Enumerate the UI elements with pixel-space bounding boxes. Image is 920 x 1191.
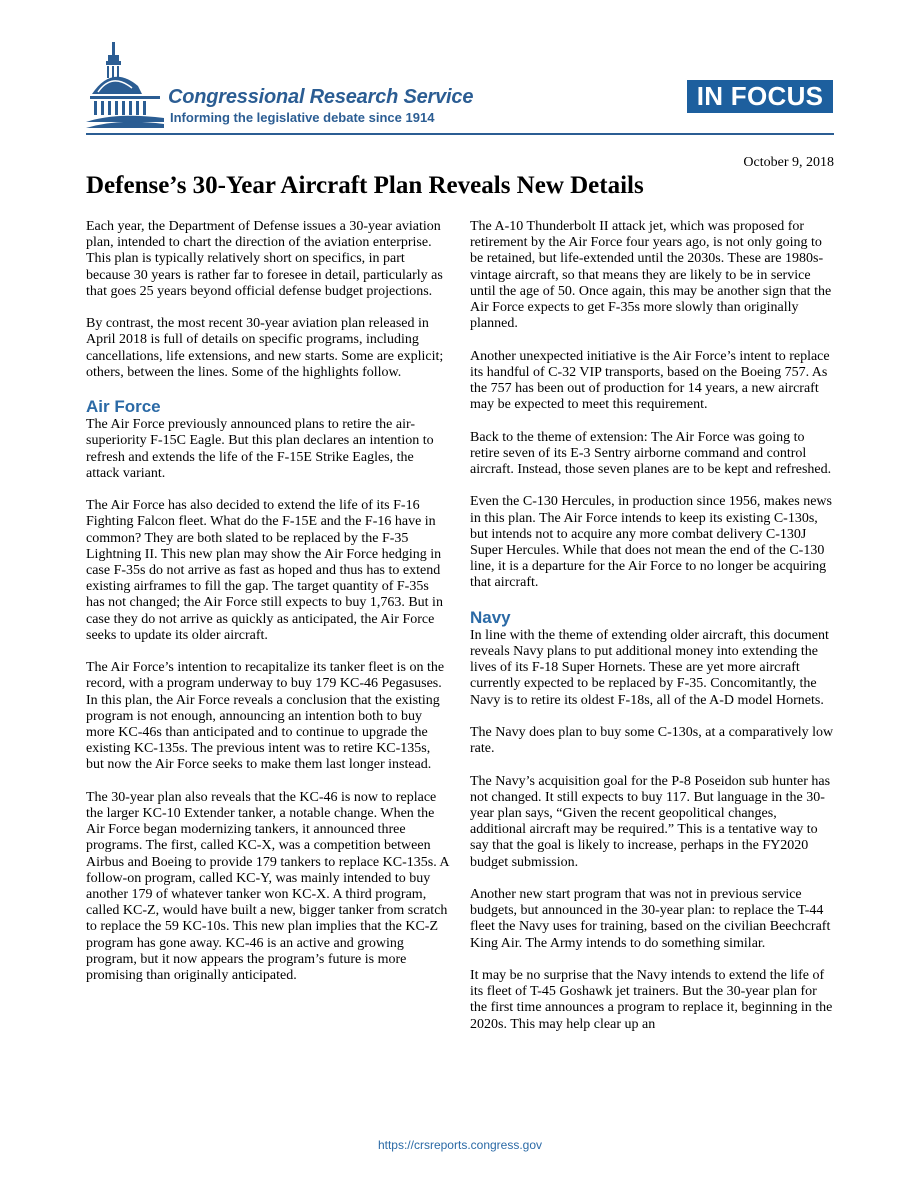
paragraph: The Air Force has also decided to extend the life of its F-16 Fighting Falcon fleet. What do the F-15E and the F-16 have in common? They are both slated to be replaced by the F-35 Lightning II. This new plan may show the Air Force hedging in case F-35s do not arrive as fast as hoped and thus has to extend existing airframes to fill the gap. The target quantity of F-35s has not changed; the Air Force still expects to buy 1,763. But in case they do not arrive as quickly as anticipated, the Air Force seeks to update its older aircraft. bbox=[86, 498, 443, 643]
paragraph: Each year, the Department of Defense issues a 30-year aviation plan, intended to chart the direction of the aviation enterprise. This plan is typically relatively short on specifics, in part because 30 years is rather far to foresee in detail, particularly as that goes 25 years beyond official defense budget projections. bbox=[86, 219, 443, 299]
paragraph: The Navy’s acquisition goal for the P-8 Poseidon sub hunter has not changed. It still expects to buy 117. But language in the 30-year plan says, “Given the recent geopolitical changes, additional aircraft may be required.” This is a tentative way to say that the goal is likely to increase, perhaps in the FY2020 budget submission. bbox=[470, 773, 831, 870]
paragraph: The 30-year plan also reveals that the KC-46 is now to replace the larger KC-10 Extender tanker, a notable change. When the Air Force began modernizing tankers, it announced three programs. The first, called KC-X, was a competition between Airbus and Boeing to provide 179 tankers to replace KC-135s. A follow-on program, called KC-Y, was mainly intended to buy another 179 of whatever tanker won KC-X. A third program, called KC-Z, would have built a new, bigger tanker from scratch to replace the 59 KC-10s. This new plan implies that the KC-Z program has gone away. KC-46 is an active and growing program, but it now appears the program’s future is more promising than originally anticipated. bbox=[86, 789, 449, 984]
paragraph: It may be no surprise that the Navy intends to extend the life of its fleet of T-45 Goshawk jet trainers. But the 30-year plan for the first time announces a program to replace it, beginning in the 2020s. This may help clear up an bbox=[470, 968, 833, 1032]
right-column bbox=[470, 219, 834, 1049]
paragraph: Back to the theme of extension: The Air Force was going to retire seven of its E-3 Sentry airborne command and control aircraft. Instead, those seven planes are to be kept and refreshed. bbox=[470, 429, 832, 478]
paragraph: By contrast, the most recent 30-year aviation plan released in April 2018 is full of details on specific programs, including cancellations, life extensions, and new starts. Some are explicit; others, between the lines. Some of the highlights follow. bbox=[86, 316, 444, 380]
left-column bbox=[86, 219, 450, 1000]
org-tagline: Informing the legislative debate since 1914 bbox=[170, 110, 435, 125]
paragraph: The Air Force previously announced plans to retire the air-superiority F-15C Eagle. But this plan declares an intention to refresh and extends the life of the F-15E Strike Eagles, the attack variant. bbox=[86, 417, 434, 481]
paragraph: The Navy does plan to buy some C-130s, at a comparatively low rate. bbox=[470, 725, 834, 757]
org-name: Congressional Research Service bbox=[168, 86, 474, 108]
in-focus-badge: IN FOCUS bbox=[687, 80, 833, 113]
section-heading-air-force: Air Force bbox=[86, 397, 161, 417]
header-divider bbox=[86, 133, 834, 135]
page-title: Defense’s 30-Year Aircraft Plan Reveals New Details bbox=[86, 172, 644, 199]
publication-date: October 9, 2018 bbox=[743, 155, 834, 170]
paragraph: Another unexpected initiative is the Air Force’s intent to replace its handful of C-32 VIP transports, based on the Boeing 757. As the 757 has been out of production for 14 years, a new aircraft may be expected to meet this requirement. bbox=[470, 348, 830, 413]
capitol-dome-logo-icon bbox=[86, 42, 166, 130]
section-heading-navy: Navy bbox=[470, 607, 511, 627]
paragraph: The Air Force’s intention to recapitalize its tanker fleet is on the record, with a program underway to buy 179 KC-46 Pegasuses. In this plan, the Air Force reveals a conclusion that the existing program is not enough, announcing an intention both to buy more KC-46s than anticipated and to continue to upgrade the existing KC-135s. The previous intent was to retire KC-135s, but now the Air Force seeks to make them last longer instead. bbox=[86, 660, 445, 773]
footer-url-link[interactable]: https://crsreports.congress.gov bbox=[377, 1138, 543, 1152]
paragraph: In line with the theme of extending older aircraft, this document reveals Navy plans to put additional money into extending the lives of its F-18 Super Hornets. These are yet more aircraft currently expected to be replaced by F-35. Concomitantly, the Navy is to retire its oldest F-18s, all of the A-D model Hornets. bbox=[470, 627, 829, 708]
page-header bbox=[0, 0, 920, 140]
paragraph: Even the C-130 Hercules, in production since 1956, makes news in this plan. The Air Force intends to keep its existing C-130s, but intends not to acquire any more combat delivery C-130J Super Hercules. While that does not mean the end of the C-130 line, it is a departure for the Air Force to no longer be acquiring that aircraft. bbox=[470, 494, 832, 591]
paragraph: Another new start program that was not in previous service budgets, but announced in the 30-year plan: to replace the T-44 fleet the Navy uses for training, based on the civilian Beechcraft King Air. The Army intends to do something similar. bbox=[470, 887, 831, 951]
paragraph: The A-10 Thunderbolt II attack jet, which was proposed for retirement by the Air Force four years ago, is not only going to be retained, but life-extended until the 2030s. These are 1980s-vintage aircraft, so that means they are likely to be in service until the age of 50. Once again, this may be another sign that the Air Force expects to get F-35s more slowly than originally planned. bbox=[470, 219, 832, 332]
